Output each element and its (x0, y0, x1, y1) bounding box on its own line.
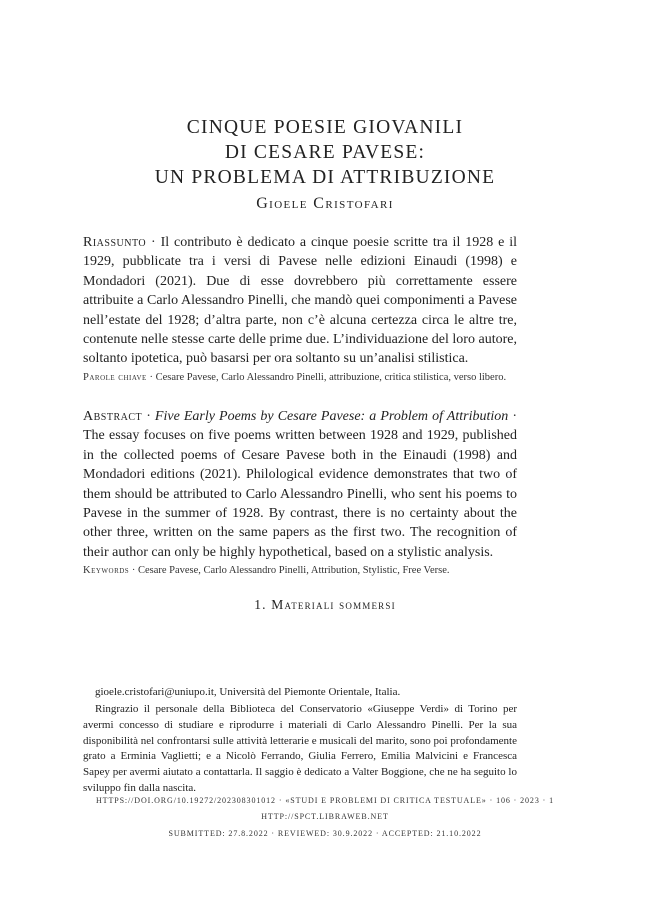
title-line-2: DI CESARE PAVESE: (224, 142, 426, 163)
keywords-paragraph (83, 564, 517, 579)
section-heading: 1. Materiali sommersi (254, 597, 396, 612)
footer-url-line: HTTP://SPCT.LIBRAWEB.NET (261, 812, 389, 821)
abstract-title: Five Early Poems by Cesare Pavese: a Problem of Attribution (154, 409, 509, 424)
abstract-separator: · (142, 409, 155, 424)
riassunto-separator: · (146, 235, 161, 250)
riassunto-paragraph (83, 233, 517, 369)
footnote-email: gioele.cristofari@uniupo.it, Università del Piemonte Orientale, Italia. (95, 686, 401, 698)
parole-chiave-paragraph (83, 371, 517, 386)
footnote-thanks: Ringrazio il personale della Biblioteca del Conservatorio «Giuseppe Verdi» di Torino per avermi concesso di studiare e riprodurre i materiali di Carlo Alessandro Pinelli. Per la sua disponibilità nel confrontarsi sulle attività letterarie e musicali del marito, sono poi profondamente grato a Erminia Vaglietti; e a Nicolò Ferrando, Giulia Ferrero, Emilia Malvicini e Francesca Sapey per avermi aiutato a contattarla. Il saggio è dedicato a Valter Boggione, che ne ha seguito lo sviluppo fin dalla nascita. (83, 703, 517, 794)
footer-doi-line: HTTPS://DOI.ORG/10.19272/202308301012 · «STUDI E PROBLEMI DI CRITICA TESTUALE» · 106 · 2023 · 1 (95, 796, 554, 805)
abstract-text: The essay focuses on five poems written between 1928 and 1929, published in the collected poems of Cesare Pavese both in the Einaudi (1998) and Mondadori editions (2021). Philological evidence demonstrates that two of them should be attributed to Carlo Alessandro Pinelli, who sent his poems to Pavese in the summer of 1928. By contrast, there is no certainty about the other three, written on the same papers as the first two. The recognition of their author can only be highly hypothetical, based on a stylistic analysis. (83, 428, 517, 560)
abstract-title-separator: · (508, 409, 517, 424)
title-line-3: UN PROBLEMA DI ATTRIBUZIONE (154, 167, 496, 188)
author-name: Gioele Cristofari (256, 195, 394, 212)
footer-dates-line: SUBMITTED: 27.8.2022 · REVIEWED: 30.9.2022 · ACCEPTED: 21.10.2022 (168, 829, 482, 838)
keywords-label: Keywords (83, 565, 130, 576)
title-line-1: CINQUE POESIE GIOVANILI (186, 117, 464, 138)
parole-chiave-text: Cesare Pavese, Carlo Alessandro Pinelli, attribuzione, critica stilistica, verso libero. (155, 372, 507, 383)
parole-chiave-label: Parole chiave (83, 372, 147, 383)
abstract-paragraph (83, 407, 517, 562)
riassunto-label: Riassunto (83, 235, 147, 250)
keywords-separator: · (129, 565, 138, 576)
abstract-label: Abstract (83, 409, 143, 424)
riassunto-text: Il contributo è dedicato a cinque poesie scritte tra il 1928 e il 1929, pubblicate tra i versi di Pavese nelle edizioni Einaudi (1998) e Mondadori (2021). Due di esse dovrebbero più correttamente essere attribuite a Carlo Alessandro Pinelli, che mandò quei componimenti a Pavese nell’estate del 1928; d’altra parte, non c’è alcuna certezza circa le altre tre, contenute nelle stesse carte delle prime due. L’individuazione del loro autore, soltanto ipotetica, può basarsi per ora soltanto su un’analisi stilistica. (83, 235, 517, 367)
parole-chiave-separator: · (146, 372, 156, 383)
keywords-text: Cesare Pavese, Carlo Alessandro Pinelli, Attribution, Stylistic, Free Verse. (137, 565, 450, 576)
